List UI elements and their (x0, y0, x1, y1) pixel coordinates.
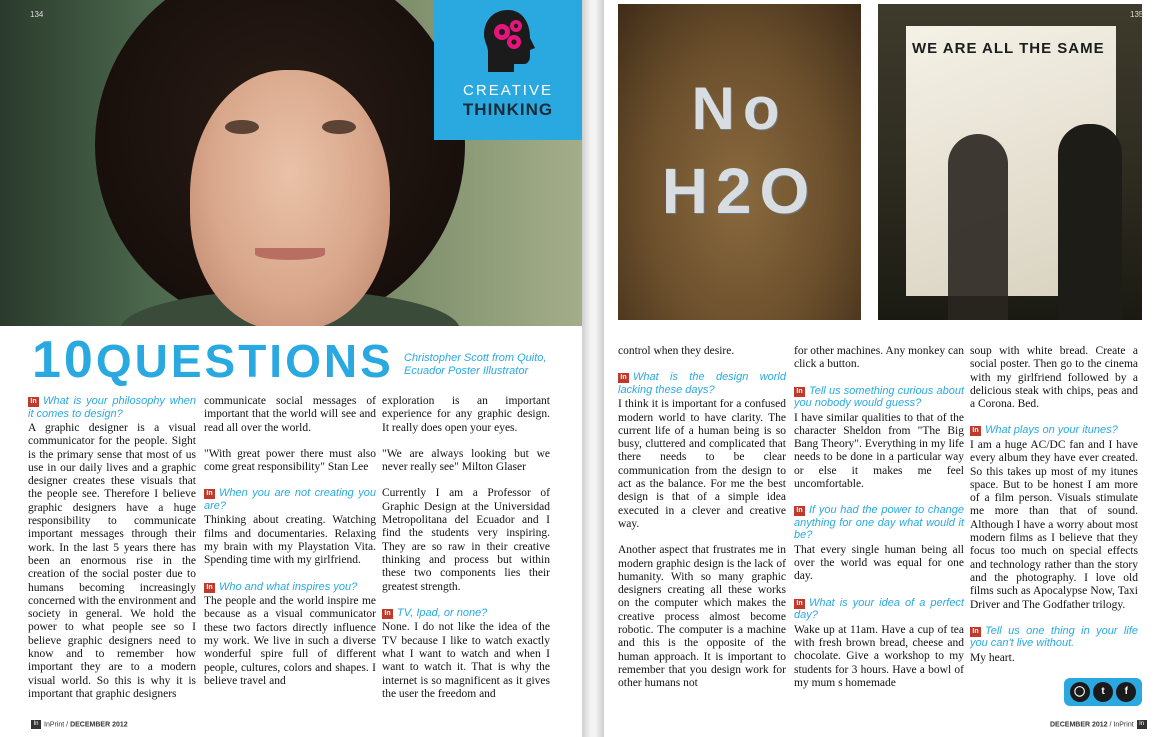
article-title (32, 331, 394, 389)
inprint-logo-icon: In (31, 720, 41, 729)
question-7: In If you had the power to change anything for one day what would it be? (794, 504, 964, 542)
inprint-tag-icon: In (970, 426, 981, 436)
paragraph: soup with white bread. Create a social poster. Then go to the cinema with my girlfriend followed by a delicious steak with chips, peas and a Corona. Bed. (970, 345, 1138, 411)
wall-text: WE ARE ALL THE SAME (912, 40, 1105, 57)
left-column-3 (382, 395, 550, 714)
inprint-tag-icon: In (794, 387, 805, 397)
byline: Christopher Scott from Quito, Ecuador Poster Illustrator (404, 352, 547, 377)
title-number: 10 (32, 331, 96, 389)
portrait-mouth (255, 248, 325, 260)
creative-thinking-badge (434, 0, 582, 140)
paragraph: for other machines. Any monkey can click a button. (794, 345, 964, 371)
answer-7: That every single human being all over the world was equal for one day. (794, 543, 964, 583)
right-column-2 (794, 345, 964, 703)
paragraph: Currently I am a Professor of Graphic Design at the Universidad Metropolitana del Ecuador and I find the students very inspiring. They are so raw in their creative thinking and process but within these two components lies their greatest strength. (382, 487, 550, 593)
page-number-left: 134 (30, 10, 44, 19)
portrait-eye-right (322, 120, 356, 134)
right-page (604, 0, 1162, 737)
facebook-icon[interactable]: f (1116, 682, 1136, 702)
right-column-1 (618, 345, 786, 704)
inprint-tag-icon: In (28, 397, 39, 407)
inprint-tag-icon: In (618, 373, 629, 383)
question-9: In What plays on your itunes? (970, 424, 1138, 437)
right-column-3 (970, 345, 1138, 678)
answer-5: I think it is important for a confused modern world to have clarity. The current life of a human being is so busy, cluttered and complicated that there needs to be clear communication from the design to act as the balance. For me the best design is that of a simple idea executed in a clever and creative way. (618, 398, 786, 530)
question-2: In When you are not creating you are? (204, 487, 376, 512)
no-h2o-photo (618, 4, 861, 320)
answer-10: My heart. (970, 651, 1015, 664)
question-6: In Tell us something curious about you nobody would guess? (794, 384, 964, 410)
inprint-tag-icon: In (204, 583, 215, 593)
shadow-figure (948, 134, 1008, 320)
page-gutter (582, 0, 604, 737)
quote-stan-lee: "With great power there must also come great responsibility" Stan Lee (204, 447, 376, 474)
badge-line-1: CREATIVE (463, 82, 553, 99)
head-gears-icon (480, 8, 538, 78)
paragraph: control when they desire. (618, 345, 735, 357)
question-1: In What is your philosophy when it comes to design? (28, 395, 196, 420)
inprint-tag-icon: In (794, 599, 805, 609)
title-word: QUESTIONS (95, 335, 394, 387)
question-3: In Who and what inspires you? (204, 581, 376, 594)
photo-text-line-2: H2O (661, 155, 818, 227)
inprint-logo-icon: In (1137, 720, 1147, 729)
photo-text-line-1: No (691, 75, 788, 142)
question-5: In What is the design world lacking these days? (618, 371, 786, 396)
answer-1: A graphic designer is a visual communicator for the people. Sight is the primary sense that most of us use in our daily lives and a graphic designer creates these visuals that the people see. Therefore I believe graphic designers have a huge responsibility to communicate important messages through their work. In the last 5 years there has been an enormous rise in the creation of the social poster due to humans becoming increasingly concerned with the environment and society in general. We hold the power to what people see so I believe graphic designers need to know and to remember how important they are to a modern visual world. So this is why it is important that graphic designers (28, 422, 196, 700)
portrait-eye-left (225, 120, 259, 134)
left-column-2 (204, 395, 376, 701)
portrait-face (190, 70, 390, 326)
paragraph: Another aspect that frustrates me in modern graphic design is the lack of humanity. With so many graphic designers creating all these works on the computer which makes the creative process almost become robotic. The computer is a machine and this is the opposite of the human approach. It is important to remember that you design work for other humans not (618, 544, 786, 690)
question-10: In Tell us one thing in your life you can't live without. (970, 624, 1138, 650)
person-figure (1058, 124, 1122, 320)
cart-icon[interactable]: ◯ (1070, 682, 1090, 702)
question-8: In What is your idea of a perfect day? (794, 596, 964, 622)
we-are-all-the-same-photo (878, 4, 1142, 320)
inprint-tag-icon: In (794, 506, 805, 516)
answer-6: I have similar qualities to that of the character Sheldon from "The Big Bang Theory". Everything in my life needs to be done in a particular way or else it makes me feel uncomfortable. (794, 411, 964, 491)
inprint-tag-icon: In (382, 609, 393, 619)
paragraph: communicate social messages of important that the world will see and read all over the world. (204, 395, 376, 434)
page-number-right: 135 (1130, 10, 1144, 19)
paragraph: exploration is an important experience for any graphic design. It really does open your eyes. (382, 395, 550, 434)
quote-milton-glaser: "We are always looking but we never really see" Milton Glaser (382, 447, 550, 474)
answer-9: I am a huge AC/DC fan and I have every album they have ever created. So this takes up most of my itunes space. But to be honest I am more of a film person. Visuals stimulate me more than that of sound. Although I have a worry about most modern films as I believe that they focus too much on special effects and technology rather than the story and the photography. I love old films such as Apocalypse Now, Taxi Driver and The Godfather trilogy. (970, 438, 1138, 611)
footer-right: DECEMBER 2012 / InPrint In (1050, 720, 1150, 729)
left-column-1 (28, 395, 196, 714)
social-icons (1064, 678, 1142, 706)
badge-line-2: THINKING (462, 100, 554, 119)
answer-2: Thinking about creating. Watching films and documentaries. Relaxing my brain with my Playstation Vita. Spending time with my girlfriend. (204, 514, 376, 567)
answer-8: Wake up at 11am. Have a cup of tea with fresh brown bread, cheese and chocolate. Give a workshop to my students for 3 hours. Have a bowl of my mum s homemade (794, 623, 964, 689)
answer-4: None. I do not like the idea of the TV because I like to watch exactly what I want to watch and when I want to watch it. That is why the internet is so magnificent as it gives the user the freedom and (382, 621, 550, 700)
inprint-tag-icon: In (204, 489, 215, 499)
answer-3: The people and the world inspire me because as a visual communicator these two factors directly influence my work. We live in such a diverse wonderful spire full of different people, cultures, colors and shapes. I believe travel and (204, 595, 376, 687)
footer-left: In InPrint / DECEMBER 2012 (28, 720, 128, 729)
twitter-icon[interactable]: t (1093, 682, 1113, 702)
inprint-tag-icon: In (970, 627, 981, 637)
question-4: In TV, Ipad, or none? (382, 607, 550, 620)
